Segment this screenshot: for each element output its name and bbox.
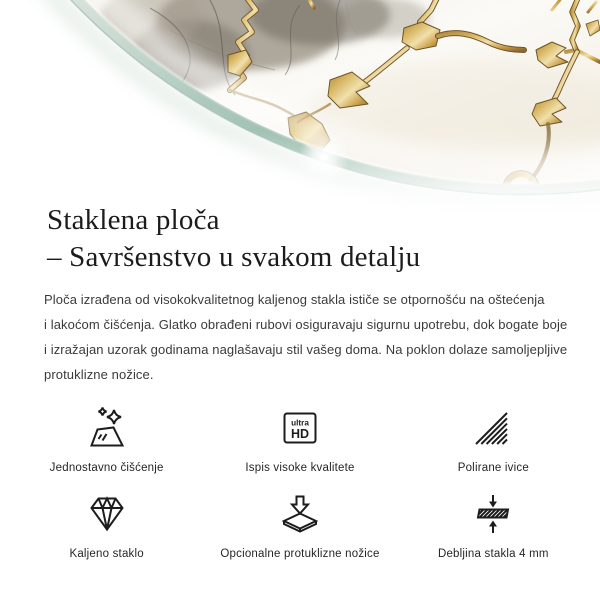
feature-label: Ispis visoke kvalitete [245,462,355,474]
feature-label: Opcionalne protuklizne nožice [220,548,380,560]
diamond-icon [85,490,129,536]
feature-item-polished-edges [397,404,590,474]
feature-item-tempered-glass [10,490,203,560]
description-line: Ploča izrađena od visokokvalitetnog kaljenog stakla ističe se otpornošću na oštećenja [44,292,545,307]
feature-label: Debljina stakla 4 mm [437,548,549,560]
title-line-1: Staklena ploča [47,204,220,236]
ultra-text: ultra [291,418,309,428]
product-description [44,287,567,387]
feature-label: Polirane ivice [457,462,529,474]
ultra-hd-icon [278,404,322,450]
feature-item-easy-cleaning [10,404,203,474]
title-line-2: – Savršenstvo u svakom detalju [47,241,421,273]
feature-item-anti-slip-feet [203,490,396,560]
page-title [47,202,420,276]
polished-edges-icon [471,404,515,450]
description-line: i lakoćom čišćenja. Glatko obrađeni rubovi osiguravaju sigurnu upotrebu, dok bogate boje [44,317,568,332]
feature-grid [10,404,590,560]
feature-label: Jednostavno čišćenje [49,462,164,474]
feature-item-hd-print [203,404,396,474]
description-line: protuklizne nožice. [44,367,154,382]
hd-text: HD [290,427,310,441]
description-line: i izražajan uzorak godinama naglašavaju stil vašeg doma. Na poklon dolaze samoljepljive [44,342,568,357]
feature-label: Kaljeno staklo [69,548,144,560]
sparkle-clean-icon [85,404,129,450]
anti-slip-feet-icon [278,490,322,536]
glass-thickness-icon [471,490,515,536]
feature-item-glass-thickness [397,490,590,560]
